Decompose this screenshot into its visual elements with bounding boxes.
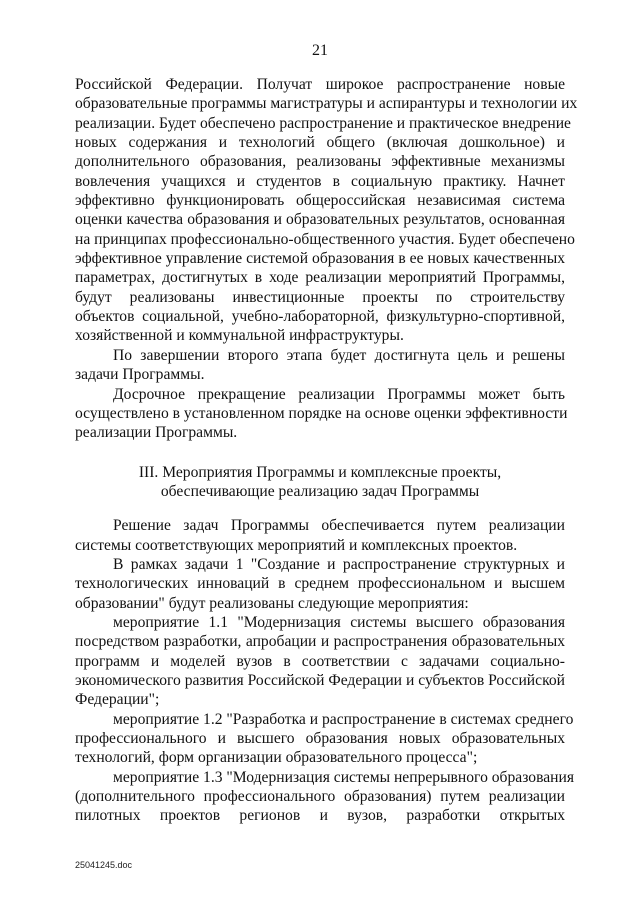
text-line: образовании" будут реализованы следующие мероприятия: (75, 594, 469, 612)
text-line: объектов социальной, учебно-лабораторной, физкультурно-спортивной, (75, 308, 565, 326)
text-line: системы соответствующих мероприятий и комплексных проектов. (75, 536, 518, 554)
text-line: будут реализованы инвестиционные проекты по строительству (75, 288, 565, 306)
page-number: 21 (312, 42, 328, 59)
text-line: посредством разработки, апробации и распространения образовательных (75, 633, 565, 651)
text-line: В рамках задачи 1 "Создание и распространение структурных и (113, 555, 565, 573)
text-line: на принципах профессионально-общественного участия. Будет обеспечено (75, 230, 575, 248)
text-line: реализации. Будет обеспечено распространение и практическое внедрение (75, 114, 571, 132)
section-heading (75, 463, 565, 502)
text-line: вовлечения учащихся и студентов в социальную практику. Начнет (75, 172, 565, 190)
text-line: мероприятие 1.2 "Разработка и распространение в системах среднего (113, 710, 574, 728)
text-line: Досрочное прекращение реализации Программы может быть (113, 385, 565, 403)
text-line: программ и моделей вузов в соответствии с задачами социально- (75, 652, 565, 670)
paragraph-block-2 (75, 516, 575, 826)
footer-filename: 25041245.doc (75, 860, 133, 870)
text-line: Федерации"; (75, 691, 160, 709)
text-line: профессионального и высшего образования новых образовательных (75, 730, 565, 747)
text-line: реализации Программы. (75, 424, 238, 442)
text-line: технологических инноваций в среднем профессиональном и высшем (75, 575, 565, 593)
text-line: параметрах, достигнутых в ходе реализации мероприятий Программы, (75, 269, 565, 287)
text-line: технологий, форм организации образовательного процесса"; (75, 749, 478, 767)
text-line: новых содержания и технологий общего (включая дошкольное) и (75, 134, 565, 152)
document-body (75, 75, 578, 826)
text-line: экономического развития Российской Федерации и субъектов Российской (75, 671, 565, 689)
paragraph-block-1 (75, 75, 578, 443)
section-heading-line-2: обеспечивающие реализацию задач Программы (160, 482, 480, 500)
text-line: дополнительного образования, реализованы эффективные механизмы (75, 153, 565, 171)
text-line: Российской Федерации. Получат широкое распространение новые (75, 76, 565, 93)
text-line: эффективное управление системой образования в ее новых качественных (75, 250, 565, 268)
text-line: пилотных проектов регионов и вузов, разработки открытых (75, 807, 565, 825)
text-line: задачи Программы. (75, 366, 205, 384)
text-line: мероприятие 1.1 "Модернизация системы высшего образования (113, 613, 565, 631)
text-line: мероприятие 1.3 "Модернизация системы непрерывного образования (113, 768, 575, 786)
text-line: осуществлено в установленном порядке на основе оценки эффективности (75, 404, 568, 422)
text-line: образовательные программы магистратуры и аспирантуры и технологии их (75, 95, 578, 113)
text-line: Решение задач Программы обеспечивается путем реализации (113, 517, 565, 535)
text-line: эффективно функционировать общероссийская независимая система (75, 192, 565, 210)
text-line: хозяйственной и коммунальной инфраструктуры. (75, 327, 404, 345)
text-line: (дополнительного профессионального образования) путем реализации (75, 788, 565, 806)
section-heading-line-1: III. Мероприятия Программы и комплексные проекты, (138, 463, 502, 481)
text-line: оценки качества образования и образовательных результатов, основанная (75, 211, 565, 229)
text-line: По завершении второго этапа будет достигнута цель и решены (113, 346, 565, 364)
